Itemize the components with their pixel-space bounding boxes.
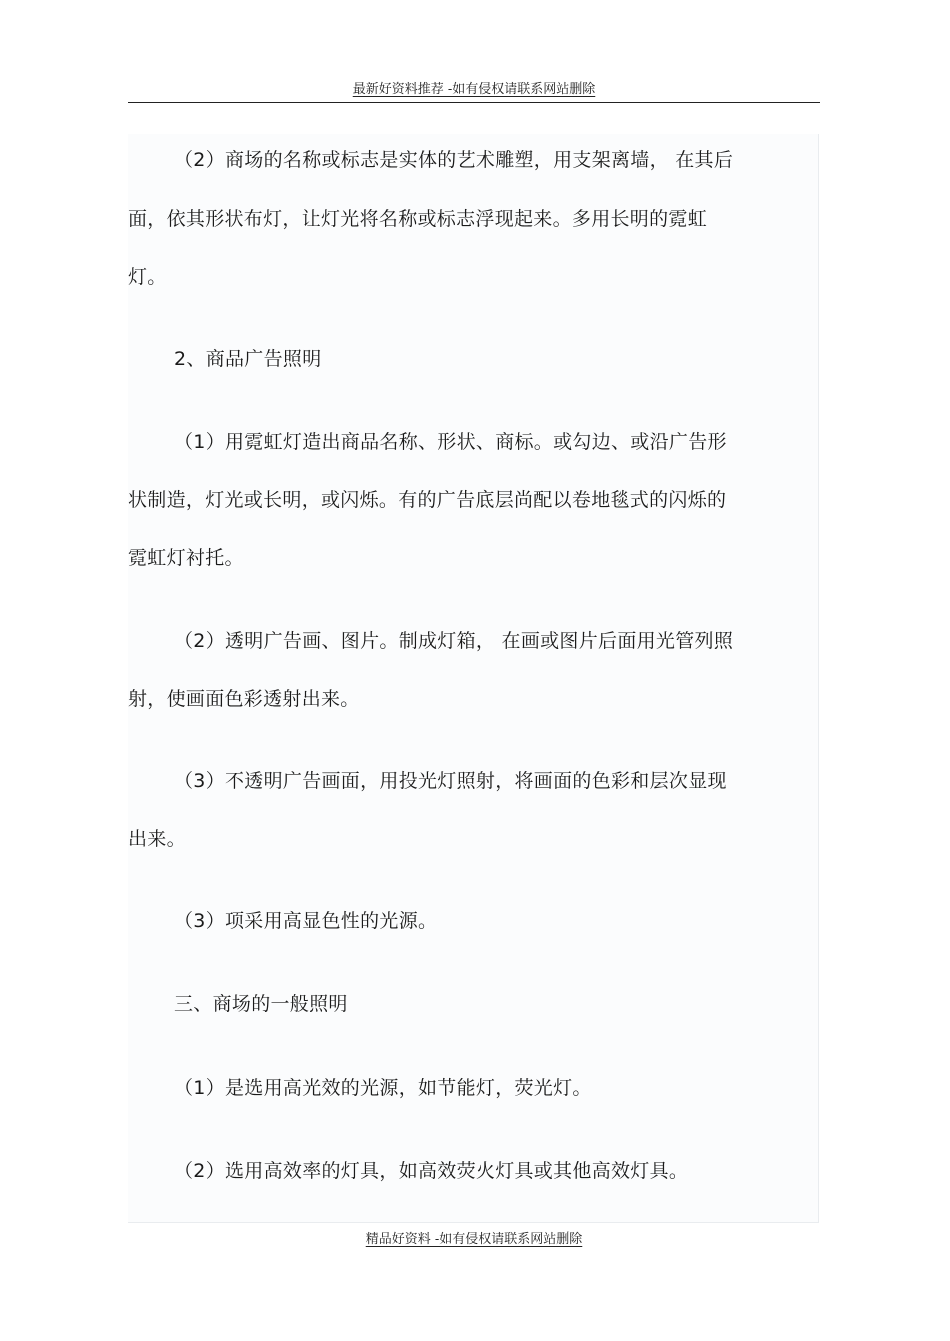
- paragraph-5-line-1: （3）不透明广告画面，用投光灯照射，将画面的色彩和层次显现: [174, 770, 727, 792]
- section-heading-product-ad: 2、商品广告照明: [174, 348, 322, 370]
- paragraph-4-line-2: 射，使画面色彩透射出来。: [128, 688, 360, 710]
- paragraph-3-line-2: 状制造，灯光或长明，或闪烁。有的广告底层尚配以卷地毯式的闪烁的: [128, 489, 727, 511]
- paragraph-4-line-1: （2）透明广告画、图片。制成灯箱， 在画或图片后面用光管列照: [174, 630, 734, 652]
- footer-text: 精品好资料 -如有侵权请联系网站删除: [365, 1232, 583, 1247]
- page-header: [128, 80, 820, 103]
- paragraph-6-line-1: （3）项采用高显色性的光源。: [174, 910, 438, 932]
- paragraph-1-line-1: （2）商场的名称或标志是实体的艺术雕塑，用支架离墙， 在其后: [174, 149, 734, 171]
- paragraph-1-line-2: 面，依其形状布灯，让灯光将名称或标志浮现起来。多用长明的霓虹: [128, 208, 708, 230]
- paragraph-8-line-1: （1）是选用高光效的光源，如节能灯，荧光灯。: [174, 1077, 592, 1099]
- paragraph-9-line-1: （2）选用高效率的灯具，如高效荧火灯具或其他高效灯具。: [174, 1160, 689, 1182]
- page-footer: [128, 1230, 820, 1250]
- paragraph-5-line-2: 出来。: [128, 828, 186, 850]
- header-text: 最新好资料推荐 -如有侵权请联系网站删除: [352, 82, 596, 97]
- paragraph-1-line-3: 灯。: [128, 266, 167, 288]
- section-heading-general-lighting: 三、商场的一般照明: [174, 993, 348, 1015]
- document-body: [128, 134, 819, 1223]
- paragraph-3-line-3: 霓虹灯衬托。: [128, 547, 244, 569]
- paragraph-3-line-1: （1）用霓虹灯造出商品名称、形状、商标。或勾边、或沿广告形: [174, 431, 727, 453]
